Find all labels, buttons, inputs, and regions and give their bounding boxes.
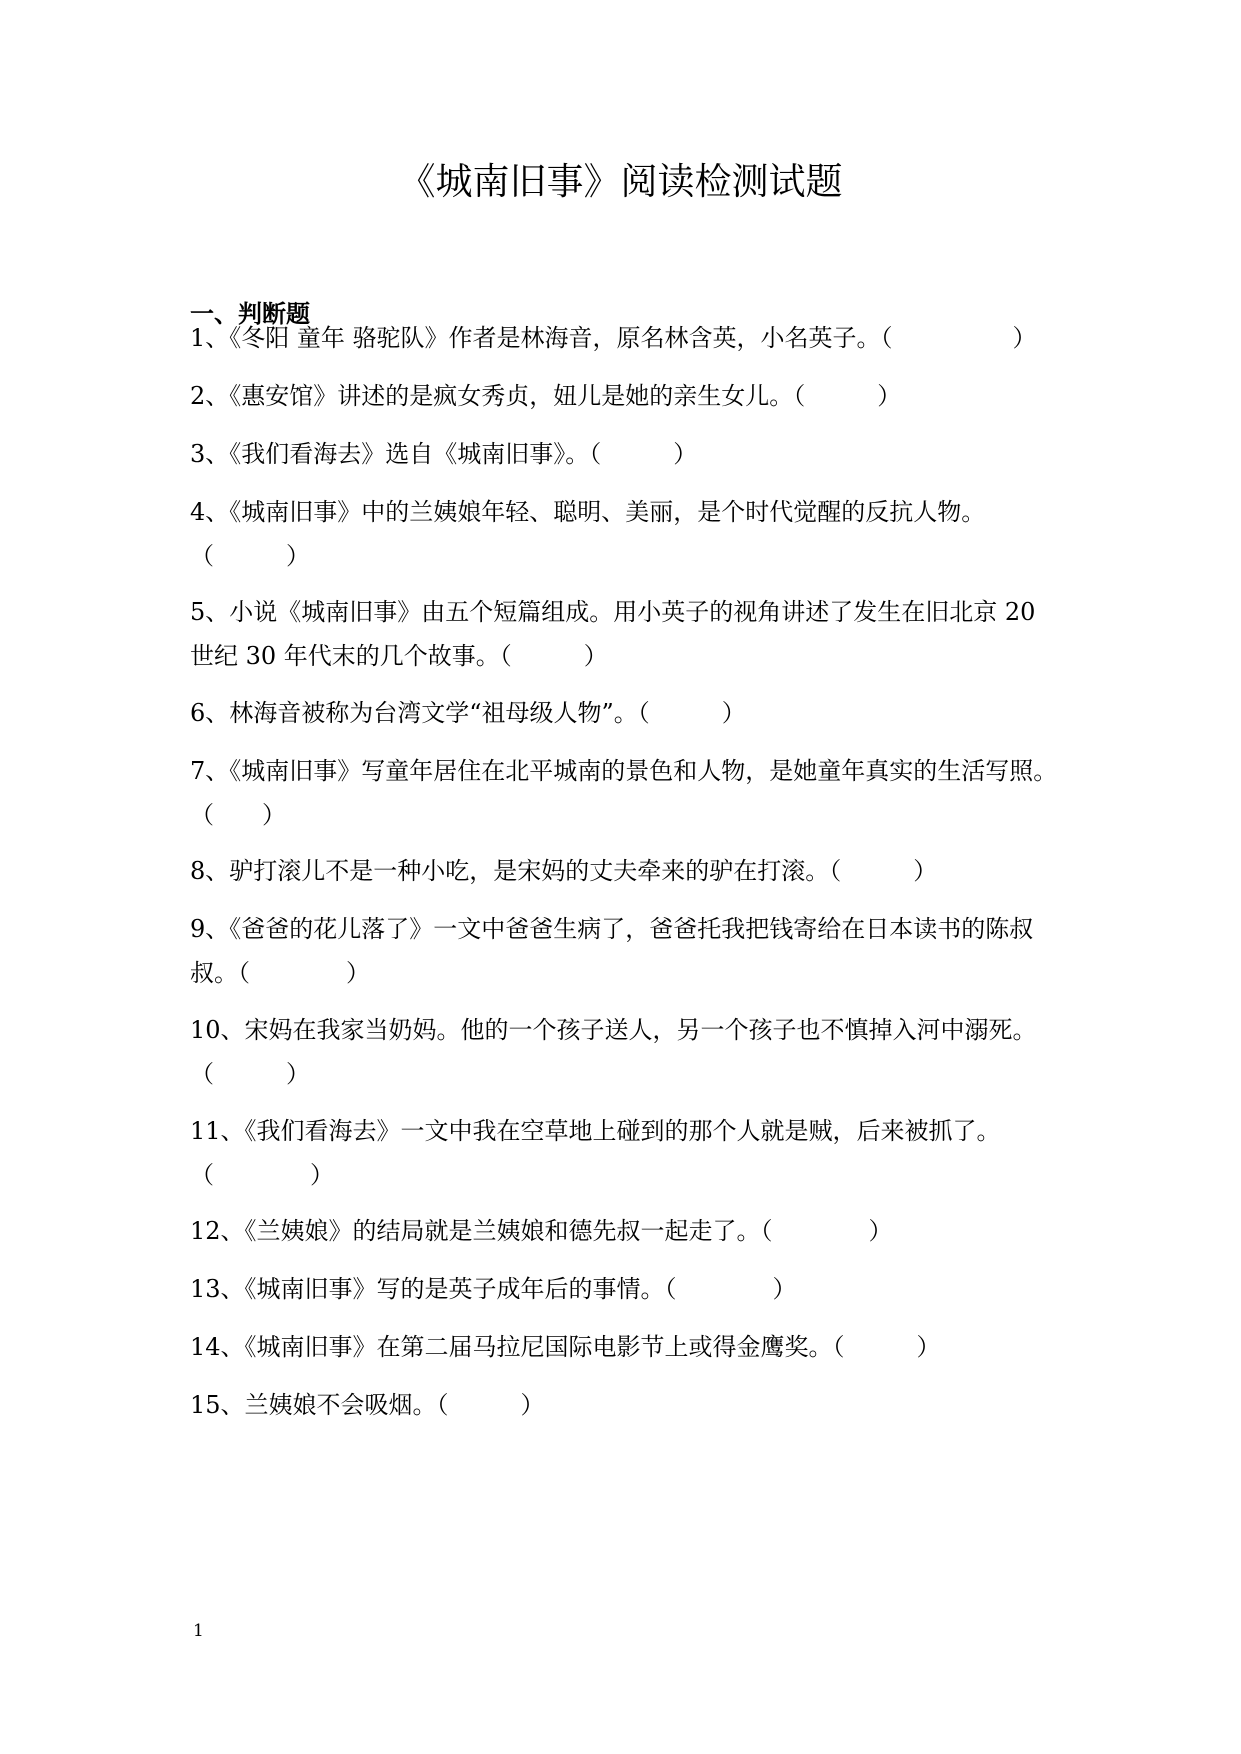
page-title: 《城南旧事》阅读检测试题 <box>398 160 843 203</box>
question-line: （ ） <box>190 801 286 829</box>
question-line: 8、驴打滚儿不是一种小吃，是宋妈的丈夫牵来的驴在打滚。（ ） <box>190 857 938 885</box>
page-number: 1 <box>193 1621 204 1641</box>
section-heading: 一、判断题 <box>190 300 310 328</box>
question-line: 6、林海音被称为台湾文学“祖母级人物”。（ ） <box>190 699 746 727</box>
question-line: 3、《我们看海去》选自《城南旧事》。（ ） <box>190 440 698 468</box>
question-line: （ ） <box>190 542 310 570</box>
question-line: 9、《爸爸的花儿落了》一文中爸爸生病了，爸爸托我把钱寄给在日本读书的陈叔 <box>190 915 1034 943</box>
question-line: 世纪 30 年代末的几个故事。（ ） <box>190 642 608 670</box>
question-line: 13、《城南旧事》写的是英子成年后的事情。（ ） <box>190 1275 797 1303</box>
question-line: 叔。（ ） <box>190 959 370 987</box>
question-line: （ ） <box>190 1060 310 1088</box>
question-line: 2、《惠安馆》讲述的是疯女秀贞，妞儿是她的亲生女儿。（ ） <box>190 382 902 410</box>
question-line: 15、兰姨娘不会吸烟。（ ） <box>190 1391 545 1419</box>
question-line: 10、宋妈在我家当奶妈。他的一个孩子送人，另一个孩子也不慎掉入河中溺死。 <box>190 1016 1037 1044</box>
question-line: 14、《城南旧事》在第二届马拉尼国际电影节上或得金鹰奖。（ ） <box>190 1333 941 1361</box>
question-line: 7、《城南旧事》写童年居住在北平城南的景色和人物，是她童年真实的生活写照。 <box>190 757 1058 785</box>
question-line: 1、《冬阳 童年 骆驼队》作者是林海音，原名林含英，小名英子。（ ） <box>190 324 1037 352</box>
question-line: 4、《城南旧事》中的兰姨娘年轻、聪明、美丽，是个时代觉醒的反抗人物。 <box>190 498 986 526</box>
question-line: 11、《我们看海去》一文中我在空草地上碰到的那个人就是贼，后来被抓了。 <box>190 1117 1001 1145</box>
question-line: （ ） <box>190 1161 334 1189</box>
question-line: 5、小说《城南旧事》由五个短篇组成。用小英子的视角讲述了发生在旧北京 20 <box>190 598 1036 626</box>
question-line: 12、《兰姨娘》的结局就是兰姨娘和德先叔一起走了。（ ） <box>190 1217 893 1245</box>
